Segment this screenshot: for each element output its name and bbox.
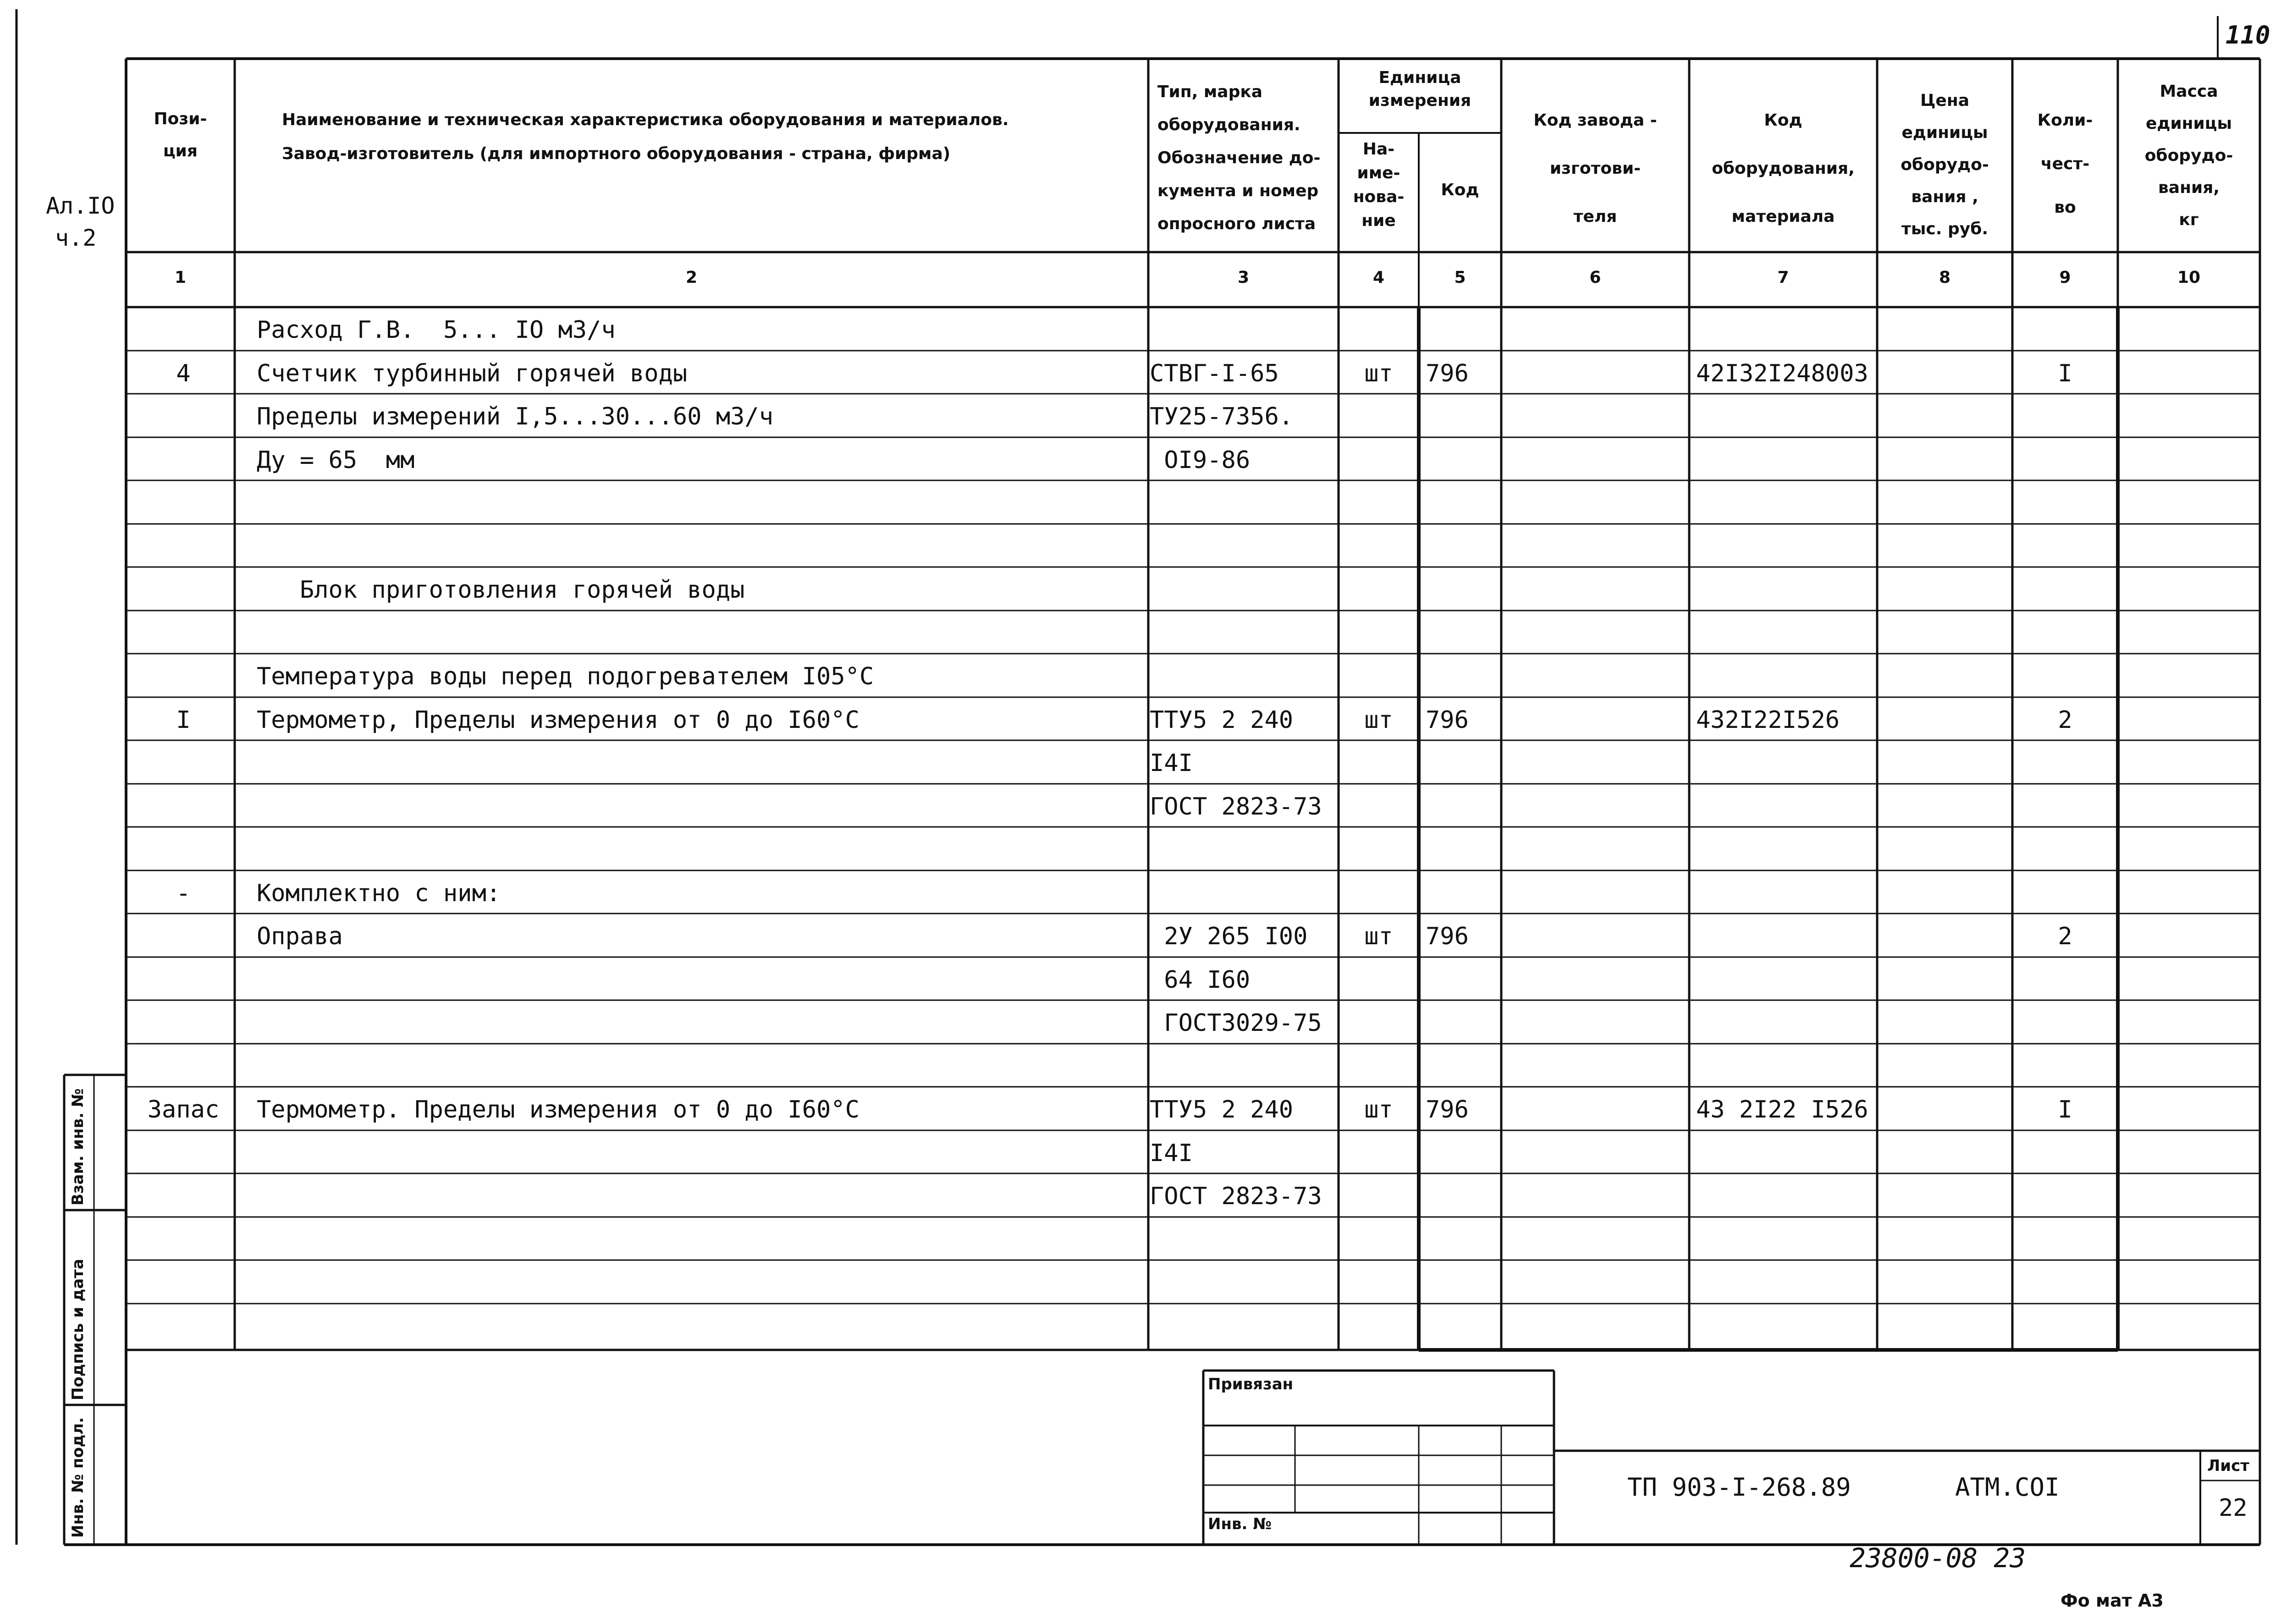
colnum-6: 6 [1589,268,1601,287]
header-col4-line2: име- [1357,164,1400,182]
page-corner-number: 110 [2226,21,2270,50]
header-col8-line2: единицы [1901,123,1988,142]
cell-unit-code: 796 [1426,360,1469,387]
header-col4-line3: нова- [1353,187,1405,206]
cell-position: 4 [176,360,191,387]
header-col10-line1: Масса [2160,82,2218,101]
header-col3-line4: кумента и номер [1157,182,1319,200]
cell-unit-code: 796 [1426,923,1469,950]
header-col3-line2: оборудования. [1157,116,1300,134]
header-unit-group [1339,66,1501,112]
cell-unit: шт [1364,706,1393,734]
header-col10-line5: кг [2179,210,2199,229]
header-col1-line1: Пози- [154,110,207,128]
header-col10 [2118,76,2260,236]
footer-handwritten-number: 23800-08 23 [1850,1542,2026,1574]
header-col10-line3: оборудо- [2144,146,2233,165]
header-col4 [1339,138,1419,233]
cell-quantity: 2 [2058,706,2072,734]
header-col9-line3: во [2054,198,2076,217]
cell-type: ГОСТ 2823-73 [1150,793,1322,820]
colnum-5: 5 [1454,268,1466,287]
header-col10-line4: вания, [2158,178,2220,197]
header-col1-line2: ция [163,142,198,160]
header-col9-line1: Коли- [2037,111,2093,130]
colnum-2: 2 [685,268,698,287]
header-col1 [126,103,235,167]
cell-name: Оправа [257,923,343,950]
cell-type: ТУ25-7356. [1150,403,1294,430]
colnum-8: 8 [1939,268,1951,287]
header-col3-line5: опросного листа [1157,215,1316,233]
margin-label-album: Ал.IO [46,193,115,219]
header-col6-line2: изготови- [1549,159,1641,178]
cell-type: OI9-86 [1150,446,1251,474]
header-col7-line1: Код [1764,111,1802,130]
header-col5: Код [1441,181,1479,199]
cell-equipment-code: 43 2I22 I526 [1696,1096,1868,1123]
colnum-4: 4 [1372,268,1385,287]
cell-name: Термометр. Пределы измерения от 0 до I60°C [257,1096,860,1123]
colnum-3: 3 [1237,268,1250,287]
cell-position: Запас [147,1096,220,1123]
header-col3 [1157,76,1336,241]
cell-unit: шт [1364,923,1393,950]
cell-name: Блок приготовления горячей воды [257,576,745,604]
margin-label-part: ч.2 [55,225,97,251]
cell-unit-code: 796 [1426,1096,1469,1123]
cell-position: - [176,880,191,907]
cell-equipment-code: 432I22I526 [1696,706,1840,734]
cell-type: ГОСТ3029-75 [1150,1009,1322,1037]
header-col9 [2012,99,2118,229]
header-col8-line4: вания , [1911,187,1978,206]
cell-unit: шт [1364,1096,1393,1123]
header-col7-line3: материала [1731,207,1835,226]
header-col8-line1: Цена [1920,91,1969,110]
header-col3-line3: Обозначение до- [1157,149,1321,167]
header-col4-line1: На- [1362,140,1395,159]
header-col4-line4: ние [1361,211,1396,230]
cell-unit: шт [1364,360,1393,387]
header-col6-line1: Код завода - [1533,111,1657,130]
header-col7-line2: оборудования, [1712,159,1855,178]
cell-type: СТВГ-I-65 [1150,360,1279,387]
cell-quantity: I [2058,1096,2072,1123]
cell-quantity: I [2058,360,2072,387]
title-inv-no: Инв. № [1208,1515,1272,1533]
header-col2-line2: Завод-изготовитель (для импортного оборудования - страна, фирма) [282,144,951,163]
title-privyazan: Привязан [1208,1375,1294,1393]
cell-name: Счетчик турбинный горячей воды [257,360,688,387]
header-col9-line2: чест- [2040,154,2090,173]
stamp-original-inv: Инв. № подл. [69,1417,87,1538]
colnum-9: 9 [2059,268,2071,287]
cell-position: I [176,706,191,734]
stamp-signature-date: Подпись и дата [69,1259,87,1400]
cell-name: Комплектно с ним: [257,880,501,907]
cell-type: 64 I60 [1150,966,1251,994]
cell-unit-code: 796 [1426,706,1469,734]
cell-type: 2У 265 I00 [1150,923,1308,950]
format-label: Фо мат А3 [2061,1591,2164,1611]
cell-type: I4I [1150,1140,1193,1167]
header-col8-line5: тыс. руб. [1901,220,1989,238]
header-col2 [282,103,1144,171]
header-col8-line3: оборудо- [1901,155,1989,174]
header-col3-line1: Тип, марка [1157,83,1263,101]
stamp-replaced-inv: Взам. инв. № [69,1088,87,1206]
title-sheet-number: 22 [2219,1494,2248,1522]
cell-name: Пределы измерений I,5...30...60 м3/ч [257,403,774,430]
colnum-1: 1 [174,268,187,287]
header-unit-line1: Единица [1378,68,1461,87]
header-unit-line2: измерения [1368,91,1471,110]
colnum-7: 7 [1777,268,1789,287]
cell-type: I4I [1150,749,1193,777]
title-doc-code: ТП 903-I-268.89 [1627,1473,1851,1502]
header-col10-line2: единицы [2145,114,2232,133]
title-doc-mark: АТМ.COI [1955,1473,2060,1502]
header-col7 [1689,96,1877,241]
colnum-10: 10 [2177,268,2201,287]
cell-name: Ду = 65 мм [257,446,415,474]
header-col8 [1877,85,2012,245]
cell-name: Температура воды перед подогревателем I05°C [257,663,874,690]
cell-equipment-code: 42I32I248003 [1696,360,1868,387]
cell-name: Термометр, Пределы измерения от 0 до I60°C [257,706,860,734]
header-col6-line3: теля [1573,207,1617,226]
cell-type: ГОСТ 2823-73 [1150,1183,1322,1210]
header-col6 [1501,96,1689,241]
cell-quantity: 2 [2058,923,2072,950]
header-col2-line1: Наименование и техническая характеристика оборудования и материалов. [282,110,1009,129]
title-sheet-label: Лист [2207,1457,2249,1475]
cell-type: ТТУ5 2 240 [1150,1096,1294,1123]
cell-name: Расход Г.В. 5... IO м3/ч [257,316,616,344]
cell-type: ТТУ5 2 240 [1150,706,1294,734]
